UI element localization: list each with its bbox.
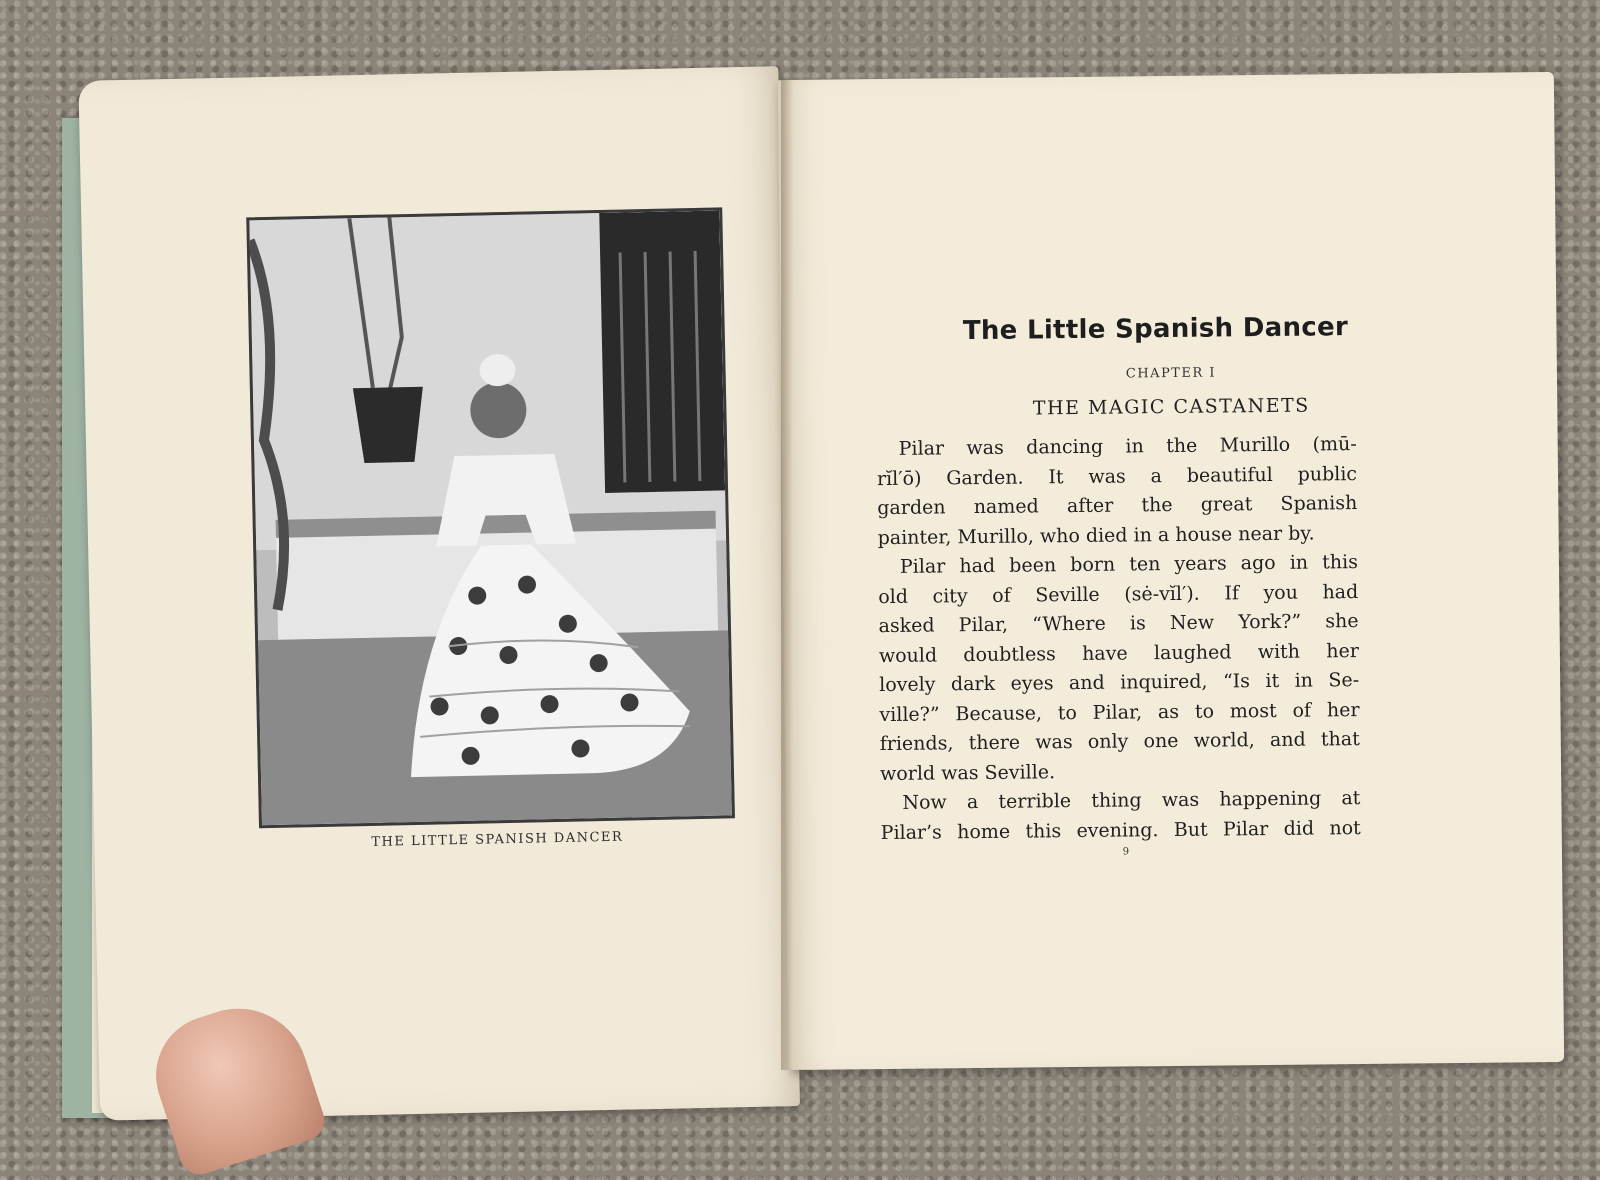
page-number: 9	[1122, 846, 1130, 858]
right-page	[778, 72, 1564, 1070]
text-line: friends, there was only one world, and that	[879, 728, 1360, 756]
text-line: Pilar was dancing in the Murillo (mū-	[898, 433, 1357, 460]
text-line: Now a terrible thing was happening at	[902, 787, 1361, 814]
text-line: rĭl′ō) Garden. It was a beautiful public	[876, 462, 1358, 490]
book-gutter-shadow	[781, 80, 793, 1070]
text-line: Pilar’s home this evening. But Pilar did not	[880, 816, 1361, 844]
photo-caption: THE LITTLE SPANISH DANCER	[371, 829, 624, 850]
chapter-body-text	[877, 430, 1361, 848]
text-line: world was Seville.	[879, 760, 1056, 785]
left-page	[78, 66, 800, 1120]
book-title: The Little Spanish Dancer	[962, 312, 1349, 347]
chapter-title: THE MAGIC CASTANETS	[1032, 394, 1310, 420]
text-line: Pilar had been born ten years ago in this	[899, 551, 1359, 578]
text-line: garden named after the great Spanish	[877, 492, 1358, 520]
text-line: ville?” Because, to Pilar, as to most of her	[879, 698, 1360, 726]
text-line: lovely dark eyes and inquired, “Is it in Se-	[879, 669, 1360, 697]
chapter-label: CHAPTER I	[1125, 365, 1217, 382]
text-line: would doubtless have laughed with her	[878, 639, 1359, 667]
text-line: old city of Seville (sė-vĭl′). If you had	[878, 580, 1359, 608]
dancer-photograph	[246, 207, 735, 828]
text-line: asked Pilar, “Where is New York?” she	[878, 610, 1359, 638]
text-line: painter, Murillo, who died in a house near by.	[877, 521, 1315, 549]
dancer-photo-illustration	[249, 210, 732, 825]
